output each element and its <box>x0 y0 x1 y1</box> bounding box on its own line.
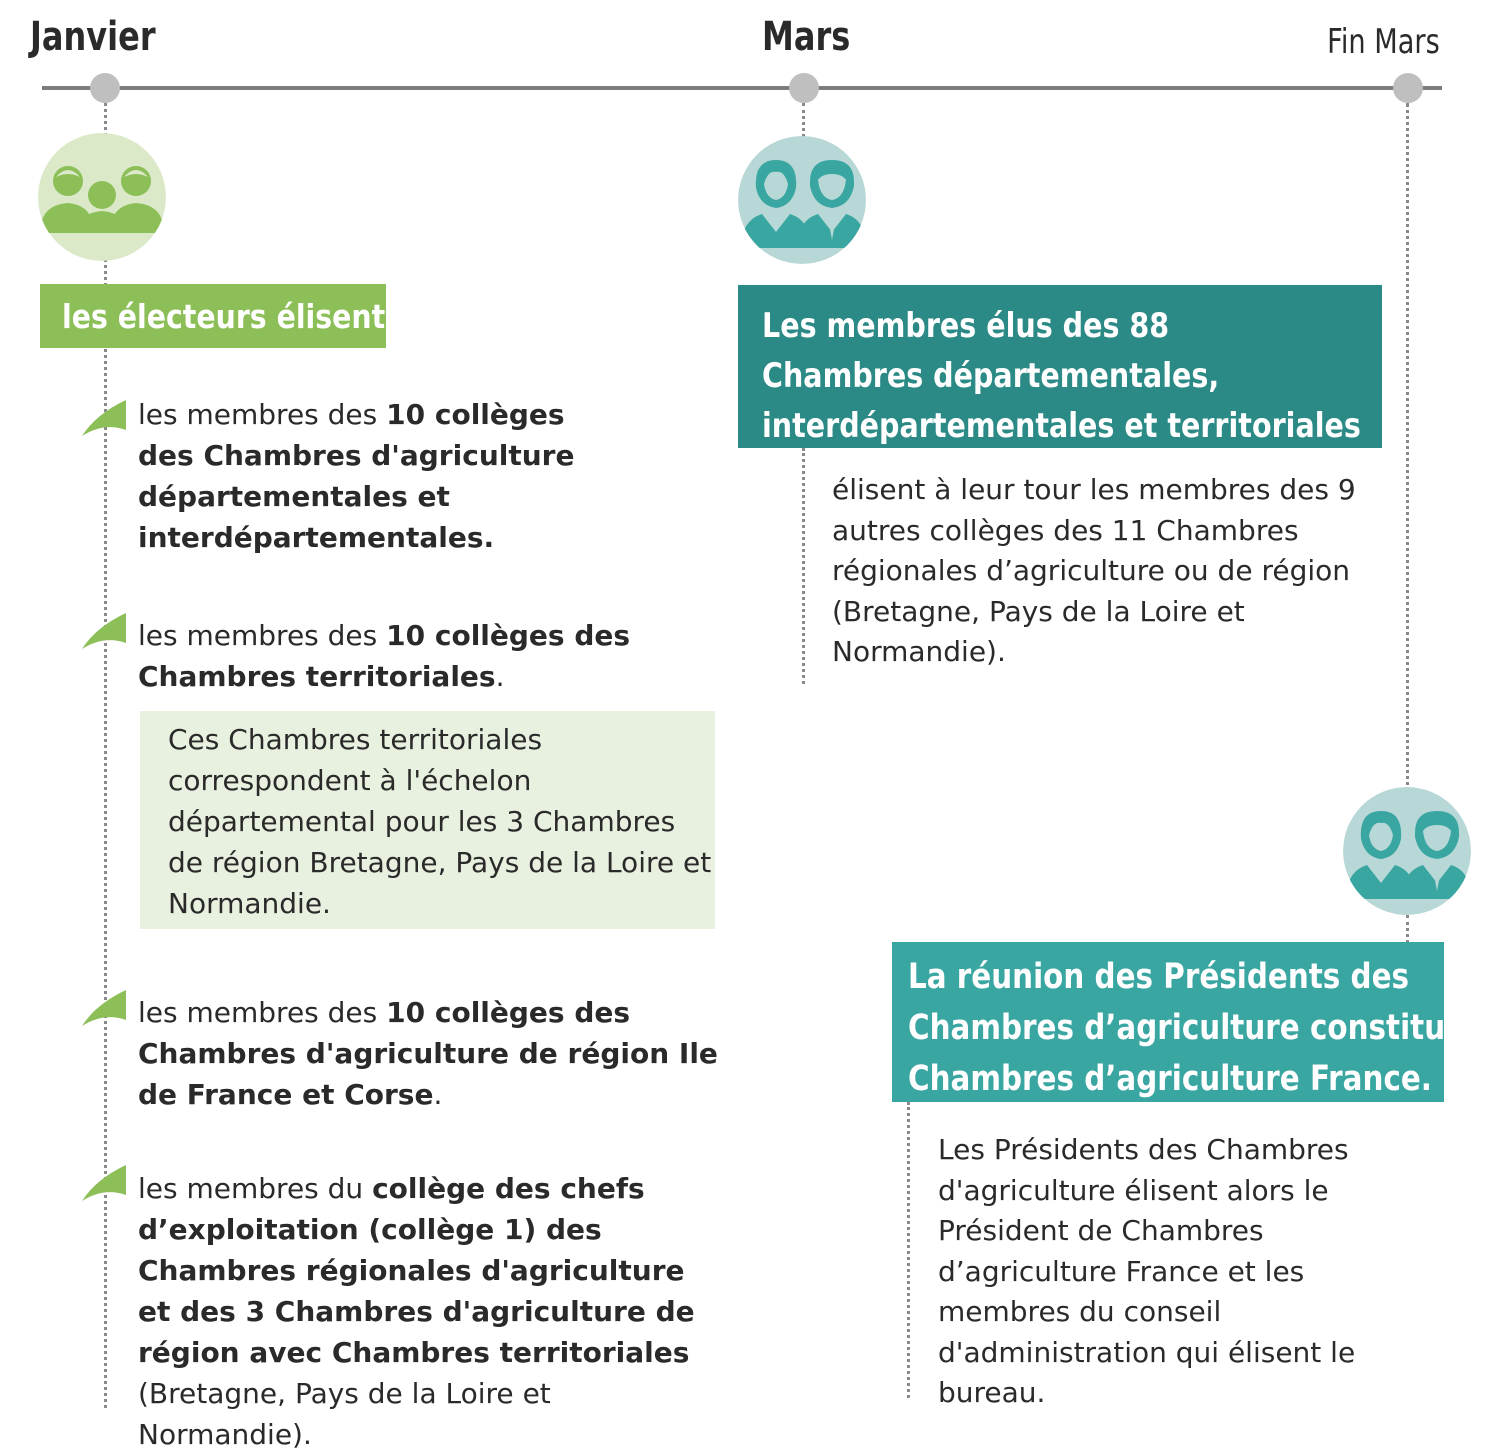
territoriales-note: Ces Chambres territoriales correspondent à l'échelon départemental pour les 3 Chambres de région Bretagne, Pays de la Loire et Normandie. <box>140 711 715 929</box>
green-arrow-icon <box>82 990 130 1028</box>
list-item: les membres des 10 collèges des Chambres d'agriculture départementales et interdépartementales. <box>138 398 575 554</box>
fin-mars-title-box: La réunion des Présidents des Chambres d’agriculture constitue Chambres d’agriculture France. <box>892 942 1444 1102</box>
timeline-axis <box>42 86 1442 90</box>
green-arrow-icon <box>82 1165 130 1203</box>
list-item: les membres du collège des chefs d’exploitation (collège 1) des Chambres régionales d'agriculture et des 3 Chambres d'agriculture de région avec Chambres territoriales (Bretagne, Pays de la Loire et Normandie). <box>138 1172 695 1451</box>
month-fin-mars: Fin Mars <box>1327 22 1440 62</box>
two-business-people-icon <box>738 136 866 264</box>
timeline-dot-janvier <box>90 73 120 103</box>
timeline-dot-mars <box>789 73 819 103</box>
dotted-line-fin-mars-mid <box>1406 915 1409 943</box>
dotted-line-mars-bottom <box>802 448 805 684</box>
timeline-dot-fin-mars <box>1393 73 1423 103</box>
electeurs-label: les électeurs élisent : <box>40 284 386 348</box>
dotted-line-fin-mars-top <box>1406 103 1409 793</box>
green-arrow-icon <box>82 400 130 438</box>
month-janvier: Janvier <box>30 14 156 60</box>
list-item: les membres des 10 collèges des Chambres d'agriculture de région Ile de France et Corse. <box>138 996 718 1111</box>
list-item: les membres des 10 collèges des Chambres territoriales. <box>138 619 631 693</box>
two-business-people-icon <box>1343 787 1471 915</box>
fin-mars-description: Les Présidents des Chambres d'agriculture élisent alors le Président de Chambres d’agriculture France et les membres du conseil d'administration qui élisent le bureau. <box>938 1133 1356 1409</box>
green-arrow-icon <box>82 613 130 651</box>
month-mars: Mars <box>762 14 851 60</box>
group-of-three-people-icon <box>38 133 166 261</box>
mars-description: élisent à leur tour les membres des 9 autres collèges des 11 Chambres régionales d’agriculture ou de région (Bretagne, Pays de la Loire et Normandie). <box>832 473 1356 668</box>
dotted-line-fin-mars-bottom <box>907 1102 910 1398</box>
mars-title-box: Les membres élus des 88 Chambres départementales, interdépartementales et territoriales <box>738 285 1382 448</box>
